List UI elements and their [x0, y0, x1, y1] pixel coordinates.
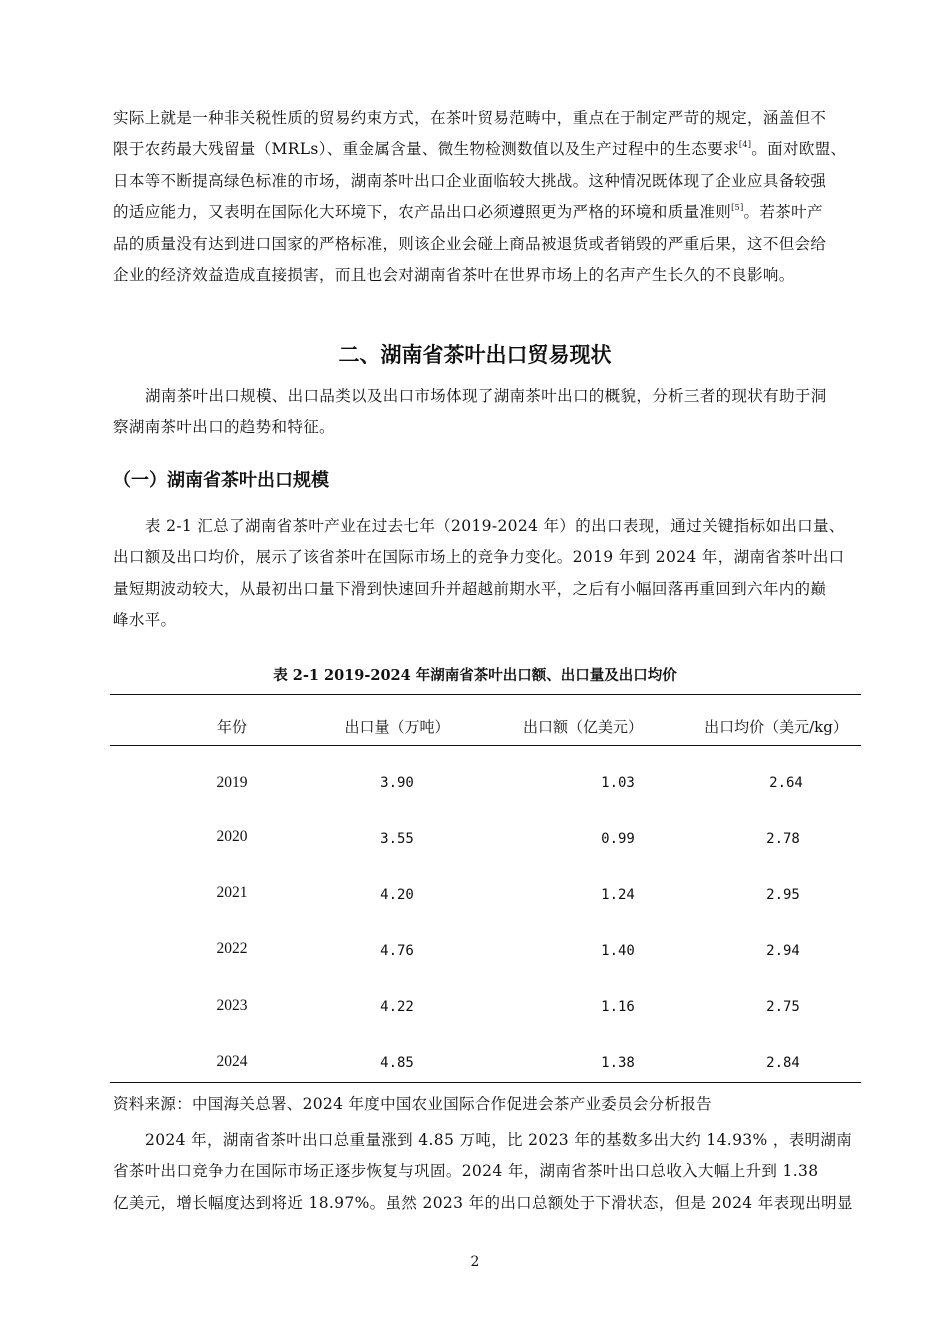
citation-ref: [5] [731, 203, 744, 213]
table-top-rule [110, 694, 861, 695]
column-header: 出口量（万吨） [344, 718, 450, 736]
paragraph-line: 企业的经济效益造成直接损害，而且也会对湖南省茶叶在世界市场上的名声产生长久的不良影响。 [113, 266, 795, 285]
table-cell: 1.03 [601, 775, 635, 791]
table-caption: 表 2-1 2019-2024 年湖南省茶叶出口额、出口量及出口均价 [273, 667, 677, 684]
paragraph-line: 出口额及出口均价，展示了该省茶叶在国际市场上的竞争力变化。2019 年到 2024 年，湖南省茶叶出口 [113, 548, 845, 567]
subsection-heading: （一）湖南省茶叶出口规模 [113, 470, 329, 491]
closing-paragraph [113, 1125, 853, 1219]
table-cell: 1.40 [601, 943, 635, 959]
paragraph-line: 省茶叶出口竞争力在国际市场正逐步恢复与巩固。2024 年，湖南省茶叶出口总收入大幅上升到 1.38 [113, 1162, 819, 1181]
table-cell: 1.38 [601, 1055, 635, 1071]
citation-ref: [4] [738, 140, 752, 150]
paragraph-line: 亿美元，增长幅度达到将近 18.97%。虽然 2023 年的出口总额处于下滑状态，但是 2024 年表现出明显 [113, 1193, 853, 1212]
column-header: 年份 [216, 718, 247, 736]
paragraph-line: 品的质量没有达到进口国家的严格标准，则该企业会碰上商品被退货或者销毁的严重后果，这不但会给 [113, 234, 827, 253]
paragraph-line: 量短期波动较大，从最初出口量下滑到快速回升并超越前期水平，之后有小幅回落再重回到六年内的巅 [113, 579, 827, 598]
table-cell: 2.64 [769, 775, 803, 791]
table-header-rule [110, 745, 861, 746]
column-header: 出口额（亿美元） [522, 718, 643, 736]
paragraph-line: 限于农药最大残留量（MRLs）、重金属含量、微生物检测数值以及生产过程中的生态要求[4]。面对欧盟、 [113, 140, 847, 159]
paragraph-line: 峰水平。 [113, 611, 177, 630]
table-cell: 1.16 [601, 999, 635, 1015]
table-cell: 2.78 [766, 831, 800, 847]
table-cell: 2023 [216, 997, 248, 1014]
table-cell: 2022 [216, 940, 248, 957]
paragraph-line: 日本等不断提高绿色标准的市场，湖南茶叶出口企业面临较大挑战。这种情况既体现了企业应具备较强 [113, 171, 827, 190]
scale-paragraph [113, 511, 853, 637]
top-paragraph [113, 103, 853, 291]
table-cell: 2.94 [766, 943, 800, 959]
section-heading: 二、湖南省茶叶出口贸易现状 [338, 343, 612, 367]
table-cell: 2021 [216, 884, 248, 901]
table-cell: 3.90 [380, 775, 414, 791]
paragraph-line: 湖南茶叶出口规模、出口品类以及出口市场体现了湖南茶叶出口的概貌，分析三者的现状有助于洞 [145, 387, 827, 405]
table-cell: 2.95 [766, 887, 800, 903]
column-header: 出口均价（美元/kg） [704, 718, 848, 736]
table-cell: 4.85 [380, 1055, 414, 1071]
page-number: 2 [470, 1254, 480, 1270]
table-cell: 4.76 [380, 943, 414, 959]
table-cell: 2020 [216, 828, 248, 845]
table-source-note: 资料来源：中国海关总署、2024 年度中国农业国际合作促进会茶产业委员会分析报告 [113, 1095, 712, 1113]
paragraph-line: 的适应能力，又表明在国际化大环境下，农产品出口必须遵照更为严格的环境和质量准则[5]。若茶叶产 [113, 203, 823, 222]
paragraph-line: 实际上就是一种非关税性质的贸易约束方式，在茶叶贸易范畴中，重点在于制定严苛的规定，涵盖但不 [113, 109, 827, 127]
table-cell: 2.84 [766, 1055, 800, 1071]
paragraph-line: 2024 年，湖南省茶叶出口总重量涨到 4.85 万吨，比 2023 年的基数多出大约 14.93% ，表明湖南 [145, 1131, 853, 1149]
table-cell: 4.20 [380, 887, 414, 903]
table-bottom-rule [110, 1082, 861, 1083]
intro-paragraph [113, 381, 853, 444]
table-cell: 1.24 [601, 887, 635, 903]
table-cell: 0.99 [601, 831, 635, 847]
paragraph-line: 表 2-1 汇总了湖南省茶叶产业在过去七年（2019-2024 年）的出口表现，通过关键指标如出口量、 [145, 517, 845, 535]
table-cell: 2.75 [766, 999, 800, 1015]
table-cell: 2024 [216, 1053, 248, 1070]
table-cell: 3.55 [380, 831, 414, 847]
paragraph-line: 察湖南茶叶出口的趋势和特征。 [113, 418, 335, 437]
table-cell: 4.22 [380, 999, 414, 1015]
table-cell: 2019 [216, 774, 248, 791]
